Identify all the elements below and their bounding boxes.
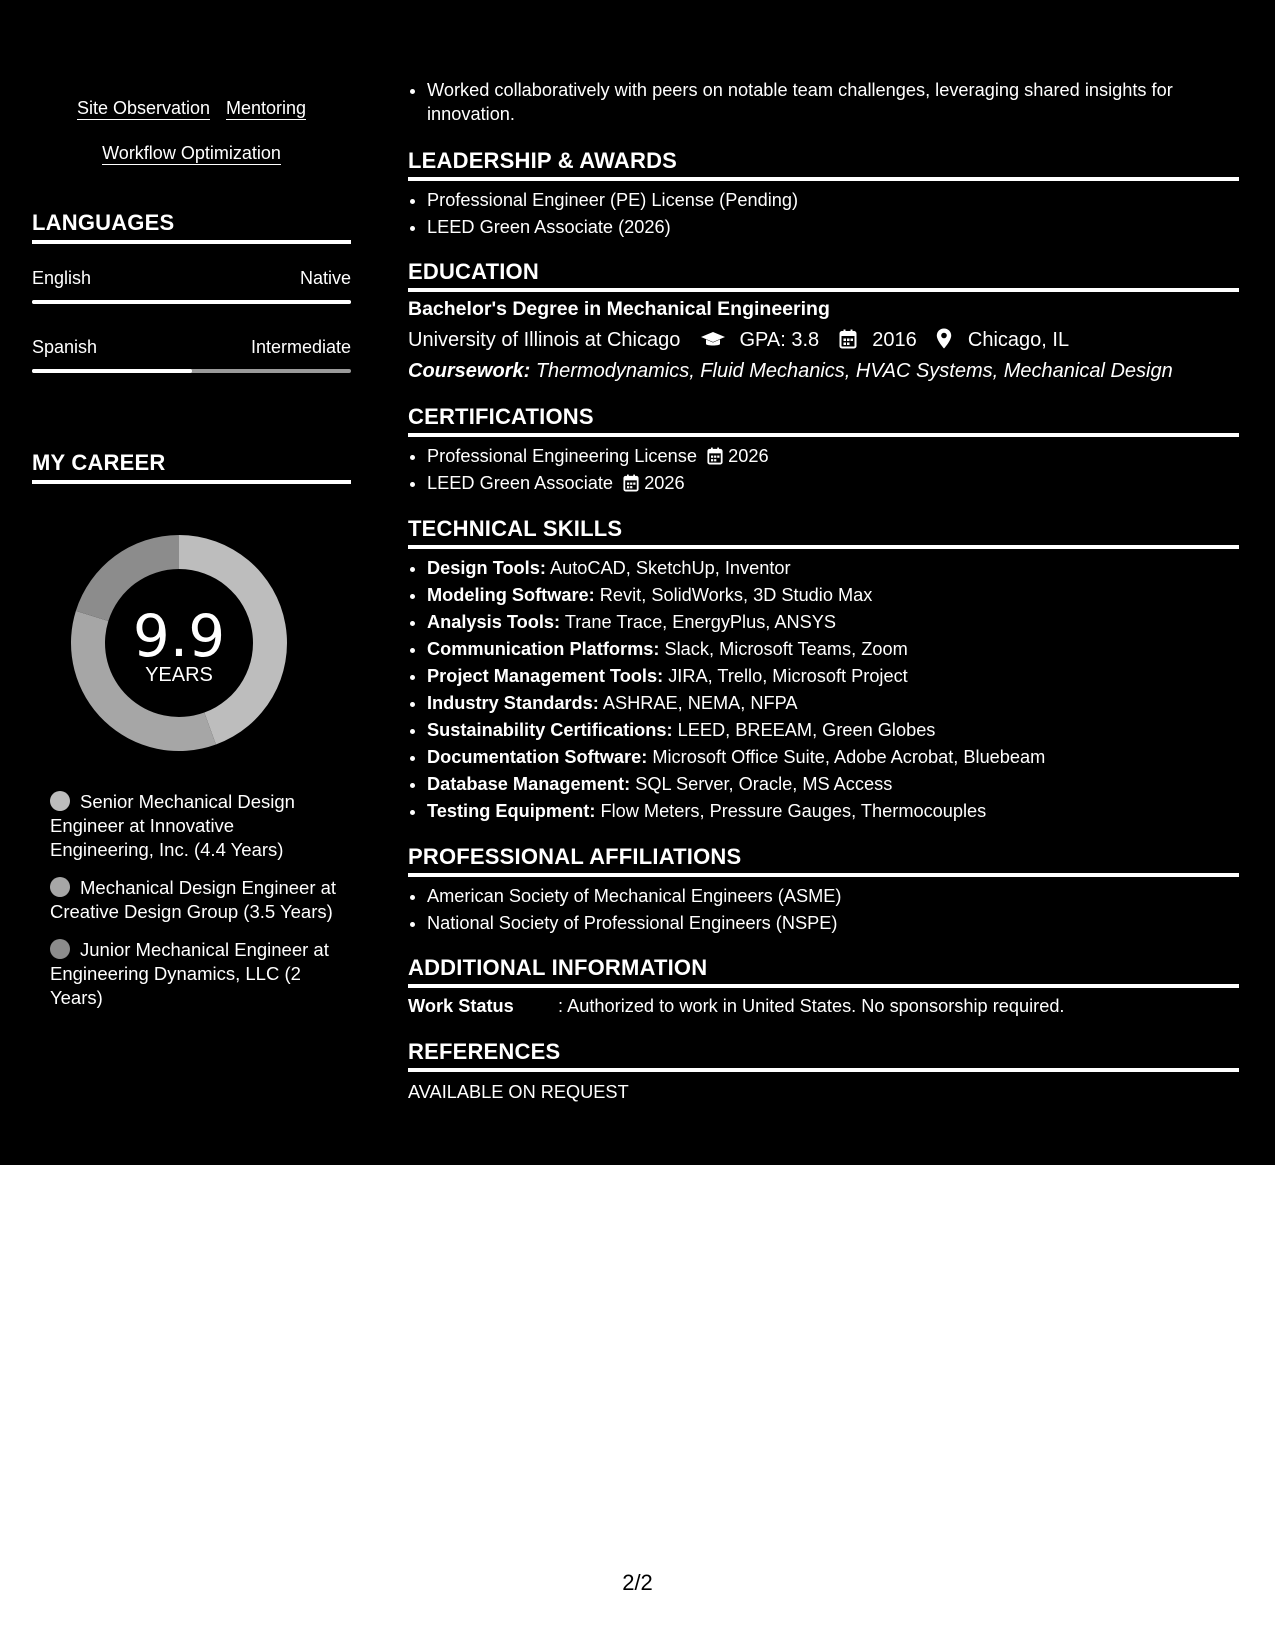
skill-category: Communication Platforms: <box>427 639 660 659</box>
bullet-dot-icon <box>50 791 70 811</box>
graduation-cap-icon <box>700 331 726 349</box>
language-bar <box>32 369 351 373</box>
education-details <box>408 327 1239 353</box>
references-text: AVAILABLE ON REQUEST <box>408 1082 629 1102</box>
education-heading: EDUCATION <box>408 259 1239 292</box>
technical-skills-heading: TECHNICAL SKILLS <box>408 516 1239 549</box>
additional-info-heading: ADDITIONAL INFORMATION <box>408 955 1239 988</box>
skill-tag: Workflow Optimization <box>102 143 281 163</box>
skill-category: Design Tools: <box>427 558 546 578</box>
technical-skill-item <box>427 609 1239 636</box>
career-item <box>50 876 340 924</box>
skill-tag: Mentoring <box>226 98 307 118</box>
skill-category: Project Management Tools: <box>427 666 664 686</box>
technical-skill-item <box>427 744 1239 771</box>
skill-tags <box>32 86 351 176</box>
coursework-list: Thermodynamics, Fluid Mechanics, HVAC Systems, Mechanical Design <box>535 360 1173 382</box>
career-item-text: Senior Mechanical Design Engineer at Innovative Engineering, Inc. (4.4 Years) <box>50 791 295 860</box>
donut-center <box>66 530 292 756</box>
leadership-section <box>408 148 1239 241</box>
language-bar <box>32 300 351 304</box>
language-bar-fill <box>32 300 351 304</box>
leadership-item: • LEED Green Associate (2026) <box>427 214 1239 241</box>
graduation-year: 2016 <box>872 329 917 351</box>
technical-skill-item <box>427 690 1239 717</box>
coursework-label: Coursework: <box>408 360 531 382</box>
leadership-heading: LEADERSHIP & AWARDS <box>408 148 1239 181</box>
language-name: English <box>32 268 92 288</box>
language-level: Intermediate <box>250 337 351 357</box>
career-heading: MY CAREER <box>32 450 351 484</box>
gpa: GPA: 3.8 <box>739 329 820 351</box>
technical-skill-item <box>427 636 1239 663</box>
leadership-item: • Professional Engineer (PE) License (Pending) <box>427 187 1239 214</box>
technical-skills-section <box>408 516 1239 825</box>
skill-values: JIRA, Trello, Microsoft Project <box>668 666 908 686</box>
certification-year: 2026 <box>728 446 769 466</box>
affiliations-heading: PROFESSIONAL AFFILIATIONS <box>408 844 1239 877</box>
skill-values: Flow Meters, Pressure Gauges, Thermocouples <box>600 801 987 821</box>
technical-skills-list <box>408 555 1239 825</box>
career-total: 9.9 <box>132 602 226 670</box>
technical-skill-item <box>427 771 1239 798</box>
career-item-text: Junior Mechanical Engineer at Engineering Dynamics, LLC (2 Years) <box>50 939 329 1008</box>
skill-category: Testing Equipment: <box>427 801 596 821</box>
skill-values: LEED, BREEAM, Green Globes <box>677 720 936 740</box>
references-heading: REFERENCES <box>408 1039 1239 1072</box>
skill-values: Revit, SolidWorks, 3D Studio Max <box>599 585 873 605</box>
career-item <box>50 938 340 1010</box>
experience-bullet: • Worked collaboratively with peers on notable team challenges, leveraging shared insights for innovation. <box>427 78 1239 126</box>
skill-values: ASHRAE, NEMA, NFPA <box>602 693 798 713</box>
skill-category: Database Management: <box>427 774 631 794</box>
certification-item <box>427 470 1239 497</box>
calendar-icon <box>839 329 857 349</box>
skill-values: Trane Trace, EnergyPlus, ANSYS <box>564 612 837 632</box>
calendar-icon <box>707 447 723 465</box>
bullet-dot-icon <box>50 877 70 897</box>
affiliation-item: • American Society of Mechanical Engineers (ASME) <box>427 883 1239 910</box>
school-name: University of Illinois at Chicago <box>408 329 681 351</box>
language-bar-fill <box>32 369 192 373</box>
skill-category: Modeling Software: <box>427 585 595 605</box>
additional-info-section <box>408 955 1239 1017</box>
technical-skill-item <box>427 798 1239 825</box>
skill-values: AutoCAD, SketchUp, Inventor <box>549 558 791 578</box>
technical-skill-item <box>427 582 1239 609</box>
work-status-row <box>408 996 1239 1017</box>
career-unit: YEARS <box>145 664 213 686</box>
certifications-heading: CERTIFICATIONS <box>408 404 1239 437</box>
career-list <box>50 790 340 1024</box>
technical-skill-item <box>427 555 1239 582</box>
skill-category: Sustainability Certifications: <box>427 720 673 740</box>
languages-heading: LANGUAGES <box>32 210 351 244</box>
experience-tail <box>408 78 1239 126</box>
skill-category: Industry Standards: <box>427 693 599 713</box>
degree-title: Bachelor's Degree in Mechanical Engineering <box>408 298 830 320</box>
work-status-value: : Authorized to work in United States. No sponsorship required. <box>558 996 1065 1016</box>
language-level: Native <box>299 268 351 288</box>
skill-values: Slack, Microsoft Teams, Zoom <box>664 639 908 659</box>
affiliations-section <box>408 844 1239 937</box>
references-section <box>408 1039 1239 1103</box>
location-pin-icon <box>936 328 952 349</box>
coursework <box>408 357 1239 385</box>
certifications-section <box>408 404 1239 497</box>
skill-category: Documentation Software: <box>427 747 648 767</box>
certification-name: Professional Engineering License <box>427 446 697 466</box>
school-location: Chicago, IL <box>967 329 1070 351</box>
certification-year: 2026 <box>644 473 685 493</box>
skill-tag: Site Observation <box>76 98 211 118</box>
skill-category: Analysis Tools: <box>427 612 561 632</box>
page-number: 2/2 <box>622 1570 653 1595</box>
education-section <box>408 259 1239 385</box>
language-name: Spanish <box>32 337 98 357</box>
skill-values: SQL Server, Oracle, MS Access <box>635 774 893 794</box>
affiliation-item: • National Society of Professional Engineers (NSPE) <box>427 910 1239 937</box>
certification-item <box>427 443 1239 470</box>
career-item-text: Mechanical Design Engineer at Creative Design Group (3.5 Years) <box>50 877 337 922</box>
bullet-dot-icon <box>50 939 70 959</box>
career-item <box>50 790 340 862</box>
work-status-label: Work Status <box>408 996 514 1016</box>
technical-skill-item <box>427 663 1239 690</box>
calendar-icon <box>623 474 639 492</box>
skill-values: Microsoft Office Suite, Adobe Acrobat, Bluebeam <box>652 747 1046 767</box>
certification-name: LEED Green Associate <box>427 473 614 493</box>
technical-skill-item <box>427 717 1239 744</box>
